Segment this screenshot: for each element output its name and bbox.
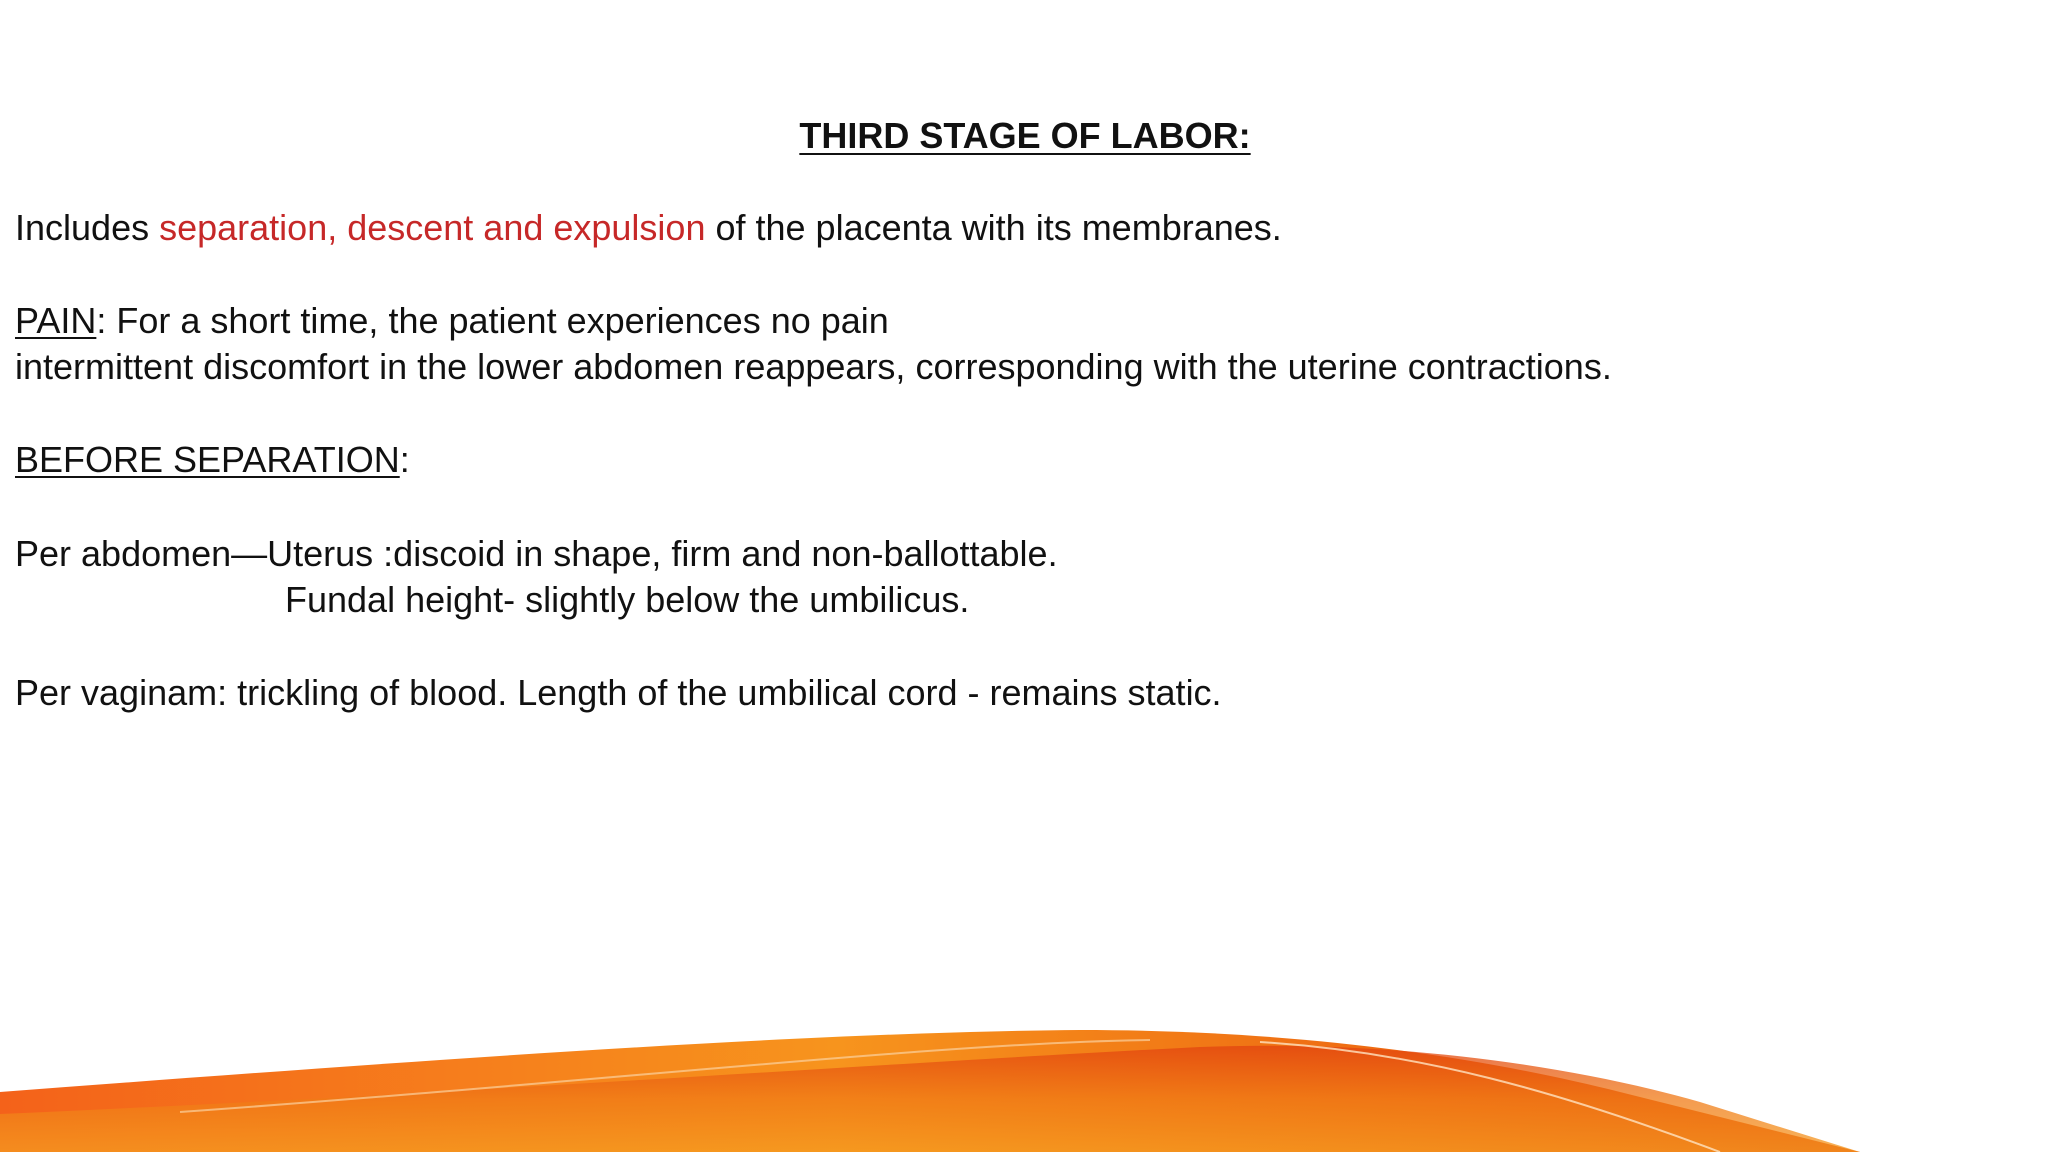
slide-title-text: THIRD STAGE OF LABOR: xyxy=(799,115,1251,156)
slide-title xyxy=(0,113,2048,159)
pain-label: PAIN xyxy=(15,300,97,341)
before-separation-colon: : xyxy=(399,439,410,480)
intro-highlight: separation, descent and expulsion xyxy=(159,207,706,248)
decorative-orange-wave xyxy=(0,992,2048,1152)
before-separation-heading xyxy=(15,437,410,483)
pain-text: : For a short time, the patient experiences no pain xyxy=(96,300,889,341)
before-separation-label: BEFORE SEPARATION xyxy=(15,439,400,480)
per-abdomen-line-1: Per abdomen—Uterus :discoid in shape, firm and non-ballottable. xyxy=(15,533,1058,574)
intro-line xyxy=(15,205,1282,251)
per-vaginam-line: Per vaginam: trickling of blood. Length of the umbilical cord - remains static. xyxy=(15,672,1222,713)
pain-line xyxy=(15,298,889,344)
per-abdomen-line-2: Fundal height- slightly below the umbilicus. xyxy=(285,579,970,620)
intro-suffix: of the placenta with its membranes. xyxy=(705,207,1282,248)
pain-line-2: intermittent discomfort in the lower abdomen reappears, corresponding with the uterine contractions. xyxy=(15,346,1612,387)
intro-prefix: Includes xyxy=(15,207,160,248)
